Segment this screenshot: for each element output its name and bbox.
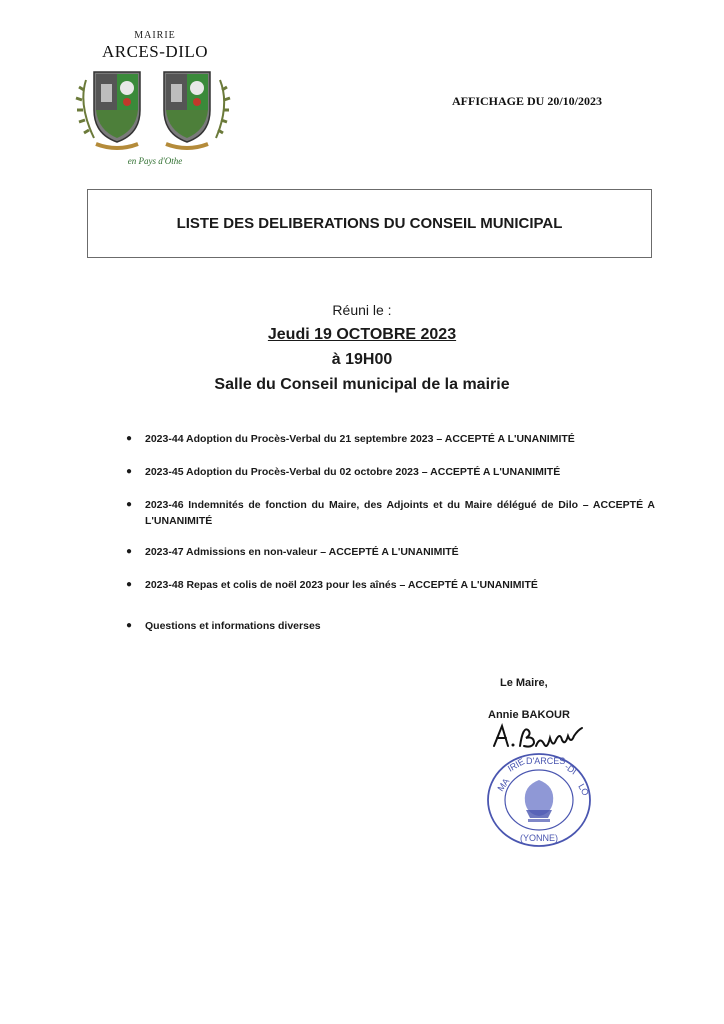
bullet-icon: ● <box>126 499 133 510</box>
svg-text:LO: LO <box>576 782 591 798</box>
list-item <box>120 464 655 480</box>
svg-text:MA: MA <box>495 776 512 794</box>
meeting-info <box>0 300 724 396</box>
deliberation-text: 2023-47 Admissions en non-valeur – ACCEPTÉ A L'UNANIMITÉ <box>145 546 459 558</box>
deliberation-text: 2023-48 Repas et colis de noël 2023 pour les aînés – ACCEPTÉ A L'UNANIMITÉ <box>145 579 538 591</box>
bullet-icon: ● <box>126 433 133 444</box>
deliberation-text: Questions et informations diverses <box>145 620 321 632</box>
mayor-stamp-icon <box>486 752 592 848</box>
bullet-icon: ● <box>126 620 133 631</box>
meeting-place: Salle du Conseil municipal de la mairie <box>214 376 510 393</box>
deliberations-list <box>120 431 655 634</box>
svg-text:IRIE: IRIE <box>506 756 527 774</box>
municipal-logo <box>70 30 240 180</box>
deliberation-text: 2023-44 Adoption du Procès-Verbal du 21 septembre 2023 – ACCEPTÉ A L'UNANIMITÉ <box>145 433 575 445</box>
coat-of-arms-icon <box>70 60 240 156</box>
logo-mairie-label: MAIRIE <box>134 30 176 41</box>
meeting-date: Jeudi 19 OCTOBRE 2023 <box>267 326 457 343</box>
bullet-icon: ● <box>126 579 133 590</box>
signatory-name: Annie BAKOUR <box>488 709 570 721</box>
bullet-icon: ● <box>126 466 133 477</box>
list-item <box>120 544 655 560</box>
list-item <box>120 497 655 529</box>
handwritten-signature-icon <box>488 718 598 754</box>
svg-text:(YONNE): (YONNE) <box>520 833 558 843</box>
list-item <box>120 618 655 634</box>
logo-town-name: ARCES-DILO <box>101 42 209 61</box>
deliberation-text: 2023-46 Indemnités de fonction du Maire, des Adjoints et du Maire délégué de Dilo – ACCEPTÉ A L'UNANIMITÉ <box>145 499 655 527</box>
svg-text:-DI: -DI <box>562 761 579 777</box>
svg-text:D'ARCES: D'ARCES <box>526 756 566 766</box>
list-item <box>120 431 655 447</box>
meeting-time: à 19H00 <box>331 351 393 368</box>
deliberation-text: 2023-45 Adoption du Procès-Verbal du 02 octobre 2023 – ACCEPTÉ A L'UNANIMITÉ <box>145 466 561 478</box>
posting-date: AFFICHAGE DU 20/10/2023 <box>452 94 602 108</box>
meeting-intro: Réuni le : <box>332 302 392 318</box>
title-box <box>87 189 652 258</box>
logo-tagline: en Pays d'Othe <box>127 156 183 166</box>
signatory-title: Le Maire, <box>500 677 548 689</box>
bullet-icon: ● <box>126 546 133 557</box>
list-item <box>120 577 655 593</box>
document-title: LISTE DES DELIBERATIONS DU CONSEIL MUNICIPAL <box>176 215 563 232</box>
